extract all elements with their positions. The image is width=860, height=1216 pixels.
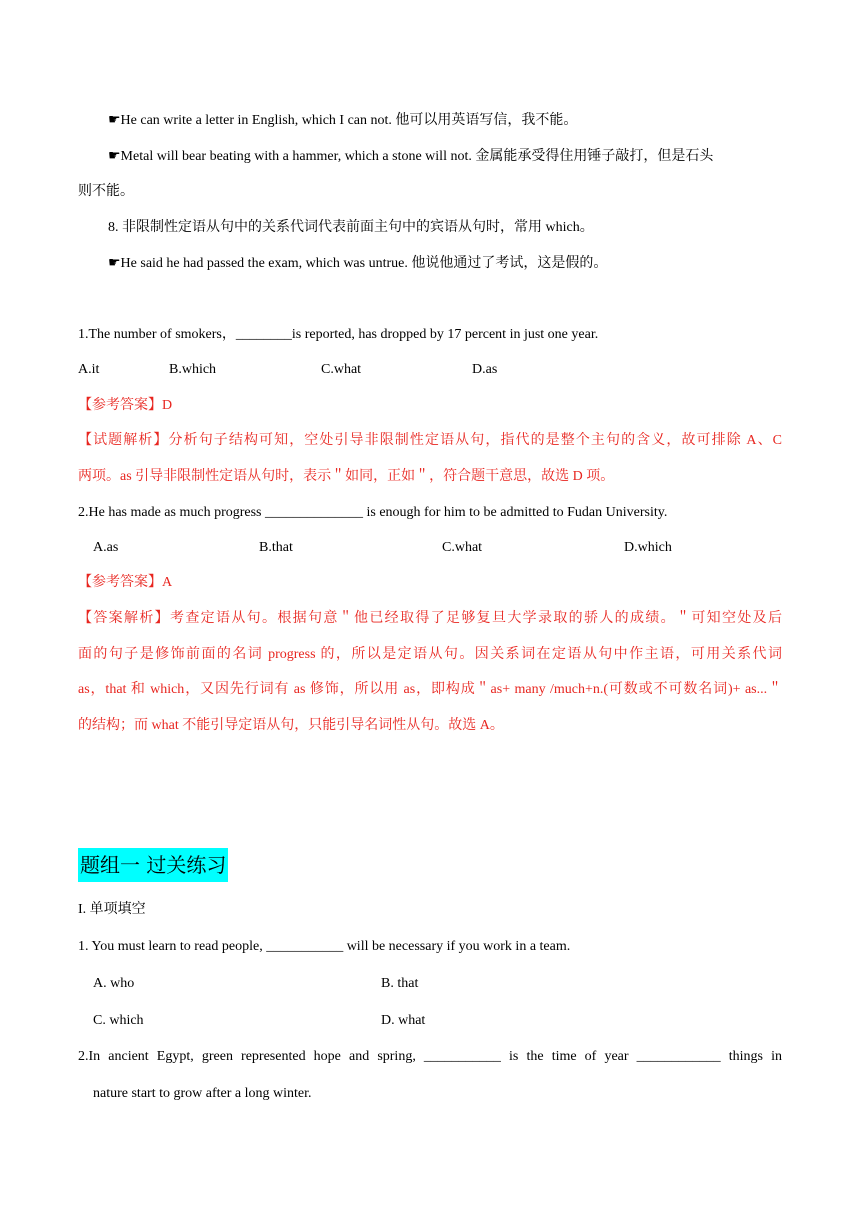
question-stem: 1.The number of smokers，________is reported, has dropped by 17 percent in just one year. — [78, 327, 599, 342]
answer-analysis: 两项。as 引导非限制性定语从句时，表示＂如同，正如＂，符合题干意思，故选 D 项。 — [78, 469, 615, 484]
answer-analysis: 面的句子是修饰前面的名词 progress 的，所以是定语从句。因关系词在定语从句中作主语，可用关系代词 — [78, 647, 782, 662]
choice-c: C.what — [321, 362, 362, 377]
choice-d: D.which — [624, 540, 672, 555]
answer-analysis: 的结构；而 what 不能引导定语从句，只能引导名词性从句。故选 A。 — [78, 718, 504, 733]
section-heading: 题组一 过关练习 — [78, 848, 228, 882]
question-stem: 2.He has made as much progress ______________ is enough for him to be admitted to Fudan University. — [78, 505, 668, 520]
question-stem-continued: nature start to grow after a long winter. — [93, 1086, 312, 1101]
choice-a: A.it — [78, 362, 100, 377]
choice-a: A. who — [93, 976, 135, 991]
example-sentence: ☛Metal will bear beating with a hammer, which a stone will not. 金属能承受得住用锤子敲打，但是石头 — [108, 149, 714, 164]
choice-d: D.as — [472, 362, 498, 377]
answer-analysis: 【试题解析】分析句子结构可知，空处引导非限制性定语从句，指代的是整个主句的含义，故可排除 A、C — [78, 433, 782, 448]
part-title: I. 单项填空 — [78, 902, 146, 917]
choice-b: B.which — [169, 362, 217, 377]
answer-analysis: 【答案解析】考查定语从句。根据句意＂他已经取得了足够复旦大学录取的骄人的成绩。＂可知空处及后 — [78, 611, 782, 626]
choice-c: C.what — [442, 540, 483, 555]
question-stem: 2.In ancient Egypt, green represented hope and spring, ___________ is the time of year ____________ things in — [78, 1049, 782, 1064]
example-sentence: ☛He said he had passed the exam, which was untrue. 他说他通过了考试，这是假的。 — [108, 256, 608, 271]
grammar-rule: 8. 非限制性定语从句中的关系代词代表前面主句中的宾语从句时，常用 which。 — [108, 220, 594, 235]
question-stem: 1. You must learn to read people, ___________ will be necessary if you work in a team. — [78, 939, 571, 954]
choice-a: A.as — [93, 540, 119, 555]
choice-b: B. that — [381, 976, 419, 991]
example-sentence: ☛He can write a letter in English, which I can not. 他可以用英语写信，我不能。 — [108, 113, 578, 128]
choice-b: B.that — [259, 540, 293, 555]
answer-key: 【参考答案】D — [78, 398, 173, 413]
answer-analysis: as，that 和 which，又因先行词有 as 修饰，所以用 as，即构成＂as+ many /much+n.(可数或不可数名词)+ as...＂ — [78, 682, 782, 697]
choice-d: D. what — [381, 1013, 426, 1028]
answer-key: 【参考答案】A — [78, 575, 173, 590]
example-sentence-continued: 则不能。 — [78, 184, 134, 199]
choice-c: C. which — [93, 1013, 144, 1028]
